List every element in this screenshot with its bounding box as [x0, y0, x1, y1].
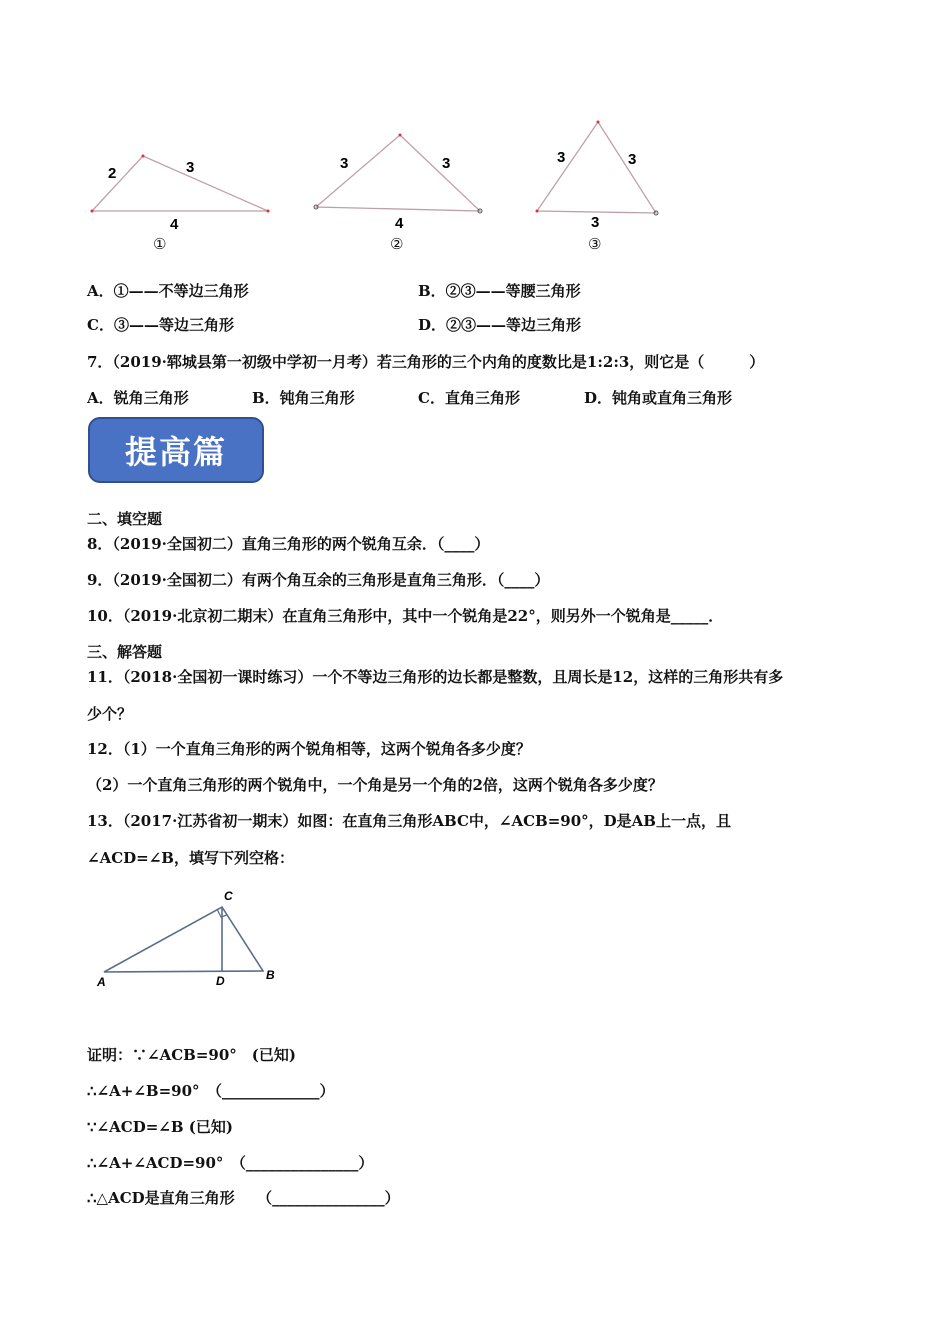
section-3-title: 三、解答题 [87, 643, 163, 661]
q7-option-b: B．钝角三角形 [252, 389, 355, 407]
triangle-2 [314, 134, 482, 233]
figure-13-right-triangle [90, 885, 290, 995]
proof-line-1: 证明：∵∠ACB=90° (已知) [87, 1046, 296, 1064]
q10: 10．（2019·北京初二期末）在直角三角形中，其中一个锐角是22°，则另外一个锐角是_____． [87, 607, 724, 625]
triangle-3-side-right: 3 [628, 151, 637, 168]
triangle-2-side-bottom: 4 [395, 215, 404, 232]
q11-line-1: 11．（2018·全国初一课时练习）一个不等边三角形的边长都是整数，且周长是12，这样的三角形共有多 [87, 668, 784, 686]
triangle-2-side-left: 3 [340, 155, 349, 172]
triangle-3-label: ③ [588, 235, 602, 253]
triangle-3 [536, 121, 659, 232]
q12-line-2: （2）一个直角三角形的两个锐角中，一个角是另一个角的2倍，这两个锐角各多少度？ [87, 776, 663, 794]
q6-option-b: B．②③——等腰三角形 [418, 282, 581, 300]
q7-option-c: C．直角三角形 [418, 389, 520, 407]
point-c-label: C [224, 889, 233, 903]
q6-option-d: D．②③——等边三角形 [418, 316, 582, 334]
triangle-1-side-bottom: 4 [170, 216, 179, 233]
triangle-1-side-left: 2 [108, 165, 117, 182]
q6-option-c: C．③——等边三角形 [87, 316, 234, 334]
q13-line-2: ∠ACD=∠B，填写下列空格： [87, 849, 294, 867]
section-banner: 提高篇 [88, 417, 264, 483]
triangle-1-side-right: 3 [186, 159, 195, 176]
q8: 8．（2019·全国初二）直角三角形的两个锐角互余．（____） [87, 535, 490, 553]
q7-option-a: A．锐角三角形 [87, 389, 189, 407]
q7-option-d: D．钝角或直角三角形 [584, 389, 733, 407]
point-b-label: B [266, 968, 275, 982]
triangle-2-label: ② [390, 235, 404, 253]
triangle-3-side-left: 3 [557, 149, 566, 166]
q6-option-a: A．①——不等边三角形 [87, 282, 249, 300]
q11-line-2: 少个？ [87, 705, 133, 723]
triangle-2-side-right: 3 [442, 155, 451, 172]
proof-line-2: ∴∠A+∠B=90° （_____________） [87, 1082, 335, 1100]
q9: 9．（2019·全国初二）有两个角互余的三角形是直角三角形．（____） [87, 571, 550, 589]
proof-line-4: ∴∠A+∠ACD=90° （_______________） [87, 1154, 374, 1172]
q13-line-1: 13．（2017·江苏省初一期末）如图：在直角三角形ABC中，∠ACB=90°，D是AB上一点，且 [87, 812, 731, 830]
proof-line-5: ∴△ACD是直角三角形 （_______________） [87, 1189, 400, 1207]
q7-stem: 7．（2019·郓城县第一初级中学初一月考）若三角形的三个内角的度数比是1:2:3，则它是（ ） [87, 353, 765, 371]
triangle-1 [91, 155, 270, 234]
proof-line-3: ∵∠ACD=∠B (已知) [87, 1118, 233, 1136]
point-d-label: D [216, 974, 225, 988]
triangle-3-side-bottom: 3 [591, 214, 600, 231]
point-a-label: A [97, 975, 106, 989]
section-2-title: 二、填空题 [87, 510, 163, 528]
q12-line-1: 12．（1）一个直角三角形的两个锐角相等，这两个锐角各多少度？ [87, 740, 531, 758]
triangle-1-label: ① [153, 235, 167, 253]
